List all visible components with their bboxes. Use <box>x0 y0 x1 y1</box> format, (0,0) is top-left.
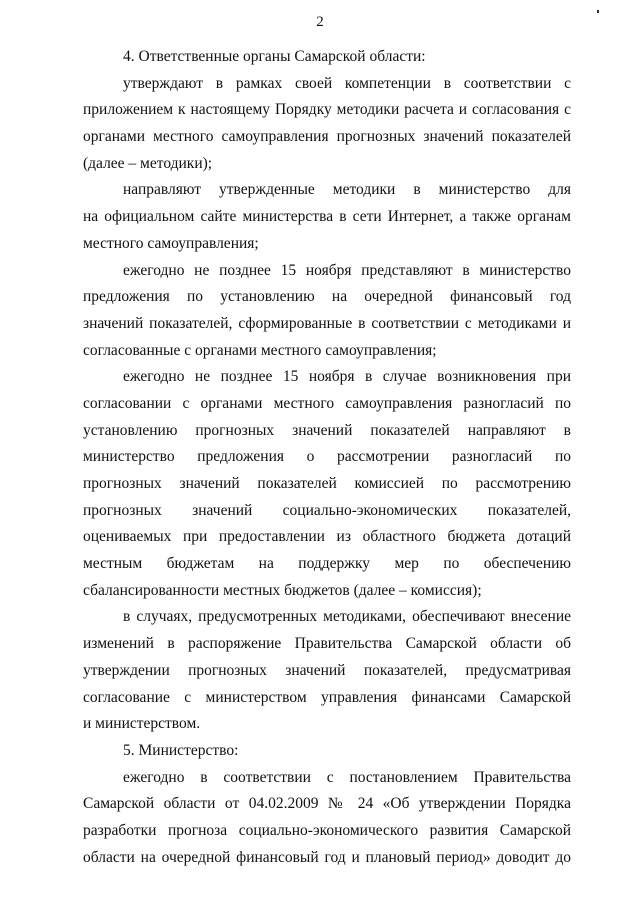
paragraph <box>83 364 571 604</box>
text-line: установлению прогнозных значений показателей направляют в <box>83 421 571 439</box>
paragraph <box>83 738 571 765</box>
text-line: (далее – методики); <box>83 154 213 172</box>
text-line: прогнозных значений социально-экономических показателей, <box>83 501 571 519</box>
text-line: оцениваемых при предоставлении из областного бюджета дотаций <box>83 528 571 546</box>
text-line: 5. Министерство: <box>123 741 239 759</box>
text-line: согласованные с органами местного самоуправления; <box>83 341 437 359</box>
text-line: предложения по установлению на очередной финансовый год <box>83 288 571 306</box>
scan-speck <box>597 10 599 13</box>
text-line: значений показателей, сформированные в соответствии с методиками и <box>83 314 571 332</box>
text-line: местным бюджетам на поддержку мер по обеспечению <box>83 555 571 573</box>
paragraph <box>83 177 571 257</box>
text-line: прогнозных значений показателей комиссией по рассмотрению <box>83 475 571 492</box>
text-line: и министерством. <box>83 715 201 733</box>
paragraph <box>83 71 571 178</box>
text-line: Самарской области от 04.02.2009 № 24 «Об утверждении Порядка <box>83 795 571 813</box>
text-line: органами местного самоуправления прогнозных значений показателей <box>83 128 571 146</box>
text-line: ежегодно не позднее 15 ноября в случае возникновения при <box>123 368 571 386</box>
text-line: ежегодно в соответствии с постановлением Правительства <box>123 768 571 786</box>
text-line: разработки прогноза социально-экономического развития Самарской <box>83 821 571 839</box>
text-line: местного самоуправления; <box>83 234 259 252</box>
text-line: приложением к настоящему Порядку методики расчета и согласования с <box>83 101 571 119</box>
text-line: в случаях, предусмотренных методиками, обеспечивают внесение <box>123 608 571 626</box>
document-body <box>83 44 571 871</box>
text-line: на официальном сайте министерства в сети Интернет, а также органам <box>83 208 571 226</box>
paragraph <box>83 258 571 365</box>
text-line: министерство предложения о рассмотрении разногласий по <box>83 448 571 466</box>
text-line: изменений в распоряжение Правительства Самарской области об <box>83 635 571 653</box>
text-line: ежегодно не позднее 15 ноября представляют в министерство <box>123 261 571 279</box>
text-line: 4. Ответственные органы Самарской области: <box>123 48 426 65</box>
text-line: области на очередной финансовый год и плановый период» доводит до <box>83 848 571 866</box>
paragraph <box>83 765 571 872</box>
paragraph <box>83 44 571 71</box>
text-line: согласовании с органами местного самоуправления разногласий по <box>83 394 571 412</box>
text-line: направляют утвержденные методики в министерство для <box>123 181 571 199</box>
text-line: утверждают в рамках своей компетенции в соответствии с <box>123 74 571 92</box>
text-line: согласование с министерством управления финансами Самарской <box>83 688 571 706</box>
text-line: сбалансированности местных бюджетов (далее – комиссия); <box>83 581 482 599</box>
paragraph <box>83 604 571 737</box>
page-number: 2 <box>316 14 324 30</box>
text-line: утверждении прогнозных значений показателей, предусматривая <box>83 661 571 679</box>
